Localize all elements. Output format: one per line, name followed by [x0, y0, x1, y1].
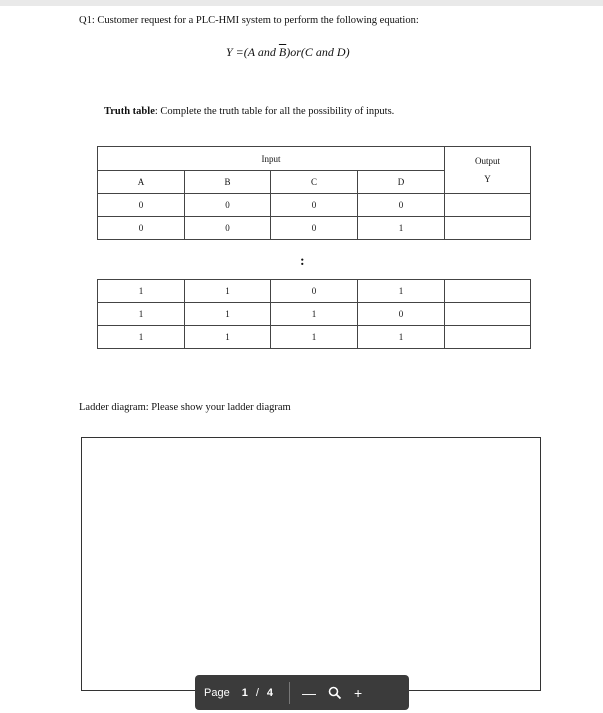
col-d: D — [358, 171, 445, 194]
cell-y-empty[interactable] — [445, 280, 531, 303]
cell-a: 0 — [98, 194, 185, 217]
page-label: Page — [204, 686, 230, 699]
cell-y-empty[interactable] — [445, 217, 531, 240]
cell-d: 0 — [358, 303, 445, 326]
cell-a: 1 — [98, 326, 185, 349]
cell-d: 1 — [358, 326, 445, 349]
cell-b: 0 — [185, 217, 271, 240]
question-text: Q1: Customer request for a PLC-HMI system to perform the following equation: — [79, 15, 419, 26]
col-c: C — [271, 171, 358, 194]
truth-table-bottom — [97, 279, 531, 349]
cell-d: 0 — [358, 194, 445, 217]
cell-a: 1 — [98, 303, 185, 326]
cell-b: 1 — [185, 326, 271, 349]
zoom-out-button[interactable]: — — [302, 684, 317, 701]
col-b: B — [185, 171, 271, 194]
page-navigation-toolbar — [195, 675, 409, 710]
cell-c: 0 — [271, 194, 358, 217]
output-header: Output — [474, 156, 500, 166]
total-pages: 4 — [266, 686, 274, 699]
equation-suffix: )or(C and D) — [286, 45, 350, 59]
cell-a: 0 — [98, 217, 185, 240]
cell-d: 1 — [358, 217, 445, 240]
cell-a: 1 — [98, 280, 185, 303]
truth-table-instruction-text: : Complete the truth table for all the possibility of inputs. — [154, 106, 395, 117]
cell-b: 0 — [185, 194, 271, 217]
table-header-row — [98, 147, 531, 171]
toolbar-divider — [289, 682, 290, 704]
equation-overbar-var: $\overline{B}$ — [278, 45, 287, 59]
cell-c: 0 — [271, 217, 358, 240]
table-row — [98, 303, 531, 326]
cell-y-empty[interactable] — [445, 194, 531, 217]
table-ellipsis: : — [300, 254, 305, 269]
page-separator: / — [255, 686, 259, 699]
viewer-top-bar — [0, 0, 603, 6]
cell-d: 1 — [358, 280, 445, 303]
equation-prefix: Y =(A and — [226, 45, 279, 59]
table-row — [98, 194, 531, 217]
truth-table-label: Truth table — [104, 106, 155, 117]
equation — [226, 45, 350, 60]
ladder-diagram-box[interactable] — [81, 437, 541, 691]
truth-table-instruction — [104, 106, 394, 117]
ladder-diagram-label: Ladder diagram: Please show your ladder diagram — [79, 402, 291, 413]
cell-y-empty[interactable] — [445, 326, 531, 349]
current-page-input[interactable]: 1 — [241, 686, 248, 699]
table-row — [98, 280, 531, 303]
zoom-in-button[interactable]: + — [354, 684, 363, 701]
table-row — [98, 326, 531, 349]
cell-y-empty[interactable] — [445, 303, 531, 326]
cell-c: 0 — [271, 280, 358, 303]
cell-b: 1 — [185, 280, 271, 303]
zoom-icon[interactable] — [328, 686, 342, 700]
col-a: A — [98, 171, 185, 194]
output-header-cell — [445, 147, 531, 194]
table-row — [98, 217, 531, 240]
cell-c: 1 — [271, 303, 358, 326]
cell-b: 1 — [185, 303, 271, 326]
output-col-y: Y — [484, 174, 491, 184]
truth-table-top — [97, 146, 531, 240]
input-header: Input — [98, 147, 445, 171]
cell-c: 1 — [271, 326, 358, 349]
